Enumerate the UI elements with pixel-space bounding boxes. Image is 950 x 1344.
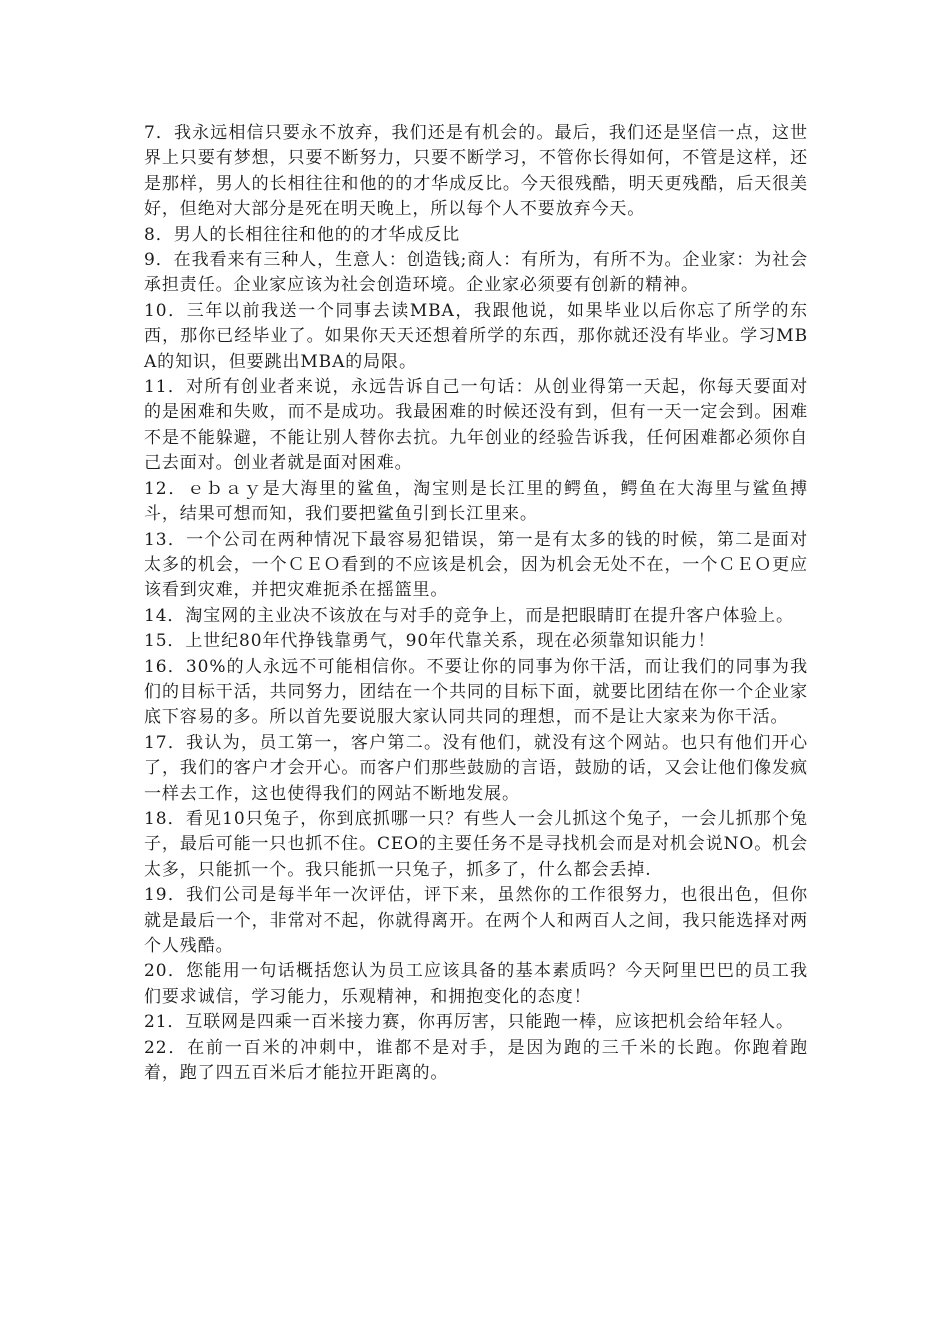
- quote-paragraph-22: 22．在前一百米的冲刺中，谁都不是对手，是因为跑的三千米的长跑。你跑着跑着，跑了四五百米后才能拉开距离的。: [144, 1037, 808, 1084]
- quote-paragraph-15: 15．上世纪80年代挣钱靠勇气，90年代靠关系，现在必须靠知识能力！: [144, 631, 716, 652]
- quote-paragraph-11: 11．对所有创业者来说，永远告诉自己一句话：从创业得第一天起，你每天要面对的是困难和失败，而不是成功。我最困难的时候还没有到，但有一天一定会到。困难不是不能躲避，不能让别人替你去抗。九年创业的经验告诉我，任何困难都必须你自己去面对。创业者就是面对困难。: [144, 377, 808, 474]
- document-body: [144, 121, 808, 1086]
- quote-paragraph-7: 7．我永远相信只要永不放弃，我们还是有机会的。最后，我们还是坚信一点，这世界上只要有梦想，只要不断努力，只要不断学习，不管你长得如何，不管是这样，还是那样，男人的长相往往和他的的才华成反比。今天很残酷，明天更残酷，后天很美好，但绝对大部分是死在明天晚上，所以每个人不要放弃今天。: [144, 123, 808, 220]
- quote-paragraph-9: 9．在我看来有三种人，生意人：创造钱;商人：有所为，有所不为。企业家：为社会承担责任。企业家应该为社会创造环境。企业家必须要有创新的精神。: [144, 250, 808, 296]
- quote-paragraph-16: 16．30%的人永远不可能相信你。不要让你的同事为你干活，而让我们的同事为我们的目标干活，共同努力，团结在一个共同的目标下面，就要比团结在你一个企业家底下容易的多。所以首先要说服大家认同共同的理想，而不是让大家来为你干活。: [144, 656, 808, 728]
- quote-paragraph-18: 18．看见10只兔子，你到底抓哪一只？有些人一会儿抓这个兔子，一会儿抓那个兔子，最后可能一只也抓不住。CEO的主要任务不是寻找机会而是对机会说NO。机会太多，只能抓一个。我只能抓一只兔子，抓多了，什么都会丢掉.: [144, 808, 808, 880]
- quote-paragraph-17: 17．我认为，员工第一，客户第二。没有他们，就没有这个网站。也只有他们开心了，我们的客户才会开心。而客户们那些鼓励的言语，鼓励的话，又会让他们像发疯一样去工作，这也使得我们的网站不断地发展。: [144, 732, 808, 804]
- quote-paragraph-21: 21．互联网是四乘一百米接力赛，你再厉害，只能跑一棒，应该把机会给年轻人。: [144, 1012, 794, 1033]
- quote-paragraph-13: 13．一个公司在两种情况下最容易犯错误，第一是有太多的钱的时候，第二是面对太多的机会，一个ＣＥＯ看到的不应该是机会，因为机会无处不在，一个ＣＥＯ更应该看到灾难，并把灾难扼杀在摇篮里。: [144, 529, 808, 601]
- quote-paragraph-20: 20．您能用一句话概括您认为员工应该具备的基本素质吗？今天阿里巴巴的员工我们要求诚信，学习能力，乐观精神，和拥抱变化的态度！: [144, 961, 808, 1007]
- quote-paragraph-10: 10．三年以前我送一个同事去读MBA，我跟他说，如果毕业以后你忘了所学的东西，那你已经毕业了。如果你天天还想着所学的东西，那你就还没有毕业。学习MBA的知识，但要跳出MBA的局限。: [144, 300, 808, 372]
- quote-paragraph-12: 12．ｅｂａｙ是大海里的鲨鱼，淘宝则是长江里的鳄鱼，鳄鱼在大海里与鲨鱼搏斗，结果可想而知，我们要把鲨鱼引到长江里来。: [144, 478, 808, 525]
- quote-paragraph-14: 14．淘宝网的主业决不该放在与对手的竞争上，而是把眼睛盯在提升客户体验上。: [144, 605, 794, 626]
- quote-paragraph-8: 8．男人的长相往往和他的的才华成反比: [144, 224, 461, 245]
- quote-paragraph-19: 19．我们公司是每半年一次评估，评下来，虽然你的工作很努力，也很出色，但你就是最后一个，非常对不起，你就得离开。在两个人和两百人之间，我只能选择对两个人残酷。: [144, 885, 808, 956]
